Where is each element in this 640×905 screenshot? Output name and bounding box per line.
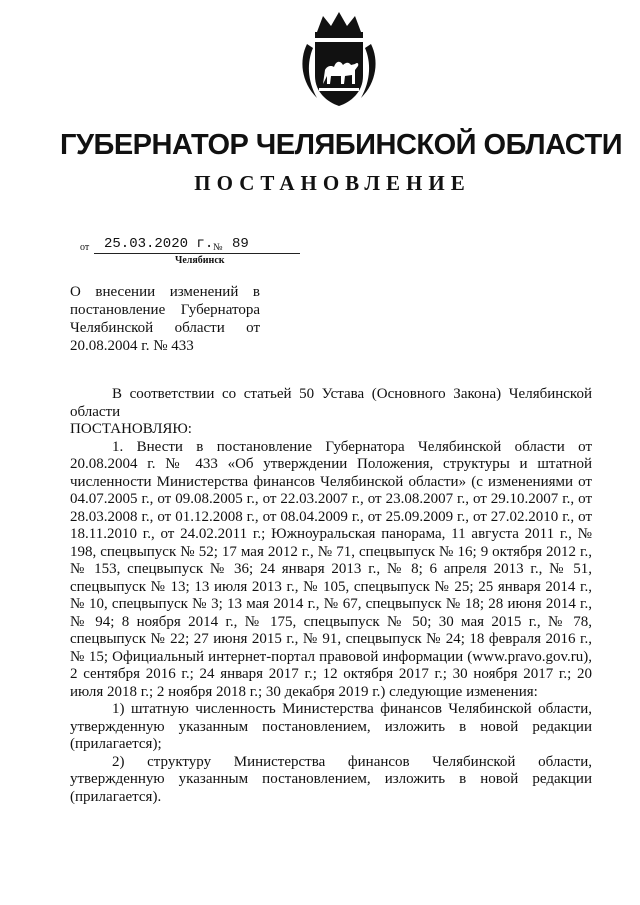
authority-title: ГУБЕРНАТОР ЧЕЛЯБИНСКОЙ ОБЛАСТИ — [60, 129, 623, 161]
date-underline — [94, 253, 300, 254]
resolve-heading: ПОСТАНОВЛЯЮ: — [70, 421, 192, 437]
city-name: Челябинск — [175, 255, 225, 266]
number-sign: № — [213, 242, 223, 253]
chelyabinsk-coat-of-arms-icon — [293, 10, 385, 110]
decree-body — [70, 386, 592, 806]
preamble: В соответствии со статьей 50 Устава (Основного Закона) Челябинской области — [70, 386, 592, 420]
document-type: ПОСТАНОВЛЕНИЕ — [194, 171, 471, 195]
date-prefix: от — [80, 242, 90, 253]
decree-date: 25.03.2020 г. — [104, 236, 214, 252]
item-1: 1. Внести в постановление Губернатора Челябинской области от 20.08.2004 г. № 433 «Об утверждении Положения, структуры и штатной численности Министерства финансов Челябинской области» (с изменениями от 04.07.2005 г., от 09.08.2005 г., от 22.03.2007 г., от 23.08.2007 г., от 29.10.2007 г., от 28.03.2008 г., от 01.12.2008 г., от 08.04.2009 г., от 25.09.2009 г., от 27.02.2010 г., от 18.11.2010 г., от 24.02.2011 г.; Южноуральская панорама, 11 августа 2011 г., № 198, спецвыпуск № 52; 17 мая 2012 г., № 71, спецвыпуск № 16; 9 октября 2012 г., № 153, спецвыпуск № 36; 24 января 2013 г., № 8; 6 апреля 2013 г., № 51, спецвыпуск № 13; 13 июля 2013 г., № 105, спецвыпуск № 25; 25 января 2014 г., № 10, спецвыпуск № 3; 13 мая 2014 г., № 67, спецвыпуск № 18; 28 июня 2014 г., № 94; 8 ноября 2014 г., № 175, спецвыпуск № 50; 30 мая 2015 г., № 78, спецвыпуск № 22; 27 июня 2015 г., № 91, спецвыпуск № 24; 18 февраля 2016 г., № 15; Официальный интернет-портал правовой информации (www.pravo.gov.ru), 2 сентября 2016 г.; 24 января 2017 г.; 12 октября 2017 г.; 30 ноября 2017 г.; 20 июля 2018 г.; 2 ноября 2018 г.; 30 декабря 2019 г.) следующие изменения: — [70, 438, 592, 700]
subitem-2: 2) структуру Министерства финансов Челябинской области, утвержденную указанным постановлением, изложить в новой редакции (прилагается). — [70, 753, 592, 805]
subitem-1: 1) штатную численность Министерства финансов Челябинской области, утвержденную указанным постановлением, изложить в новой редакции (прилагается); — [70, 701, 592, 752]
decree-number: 89 — [232, 236, 249, 252]
decree-subject: О внесении изменений в постановление Губернатора Челябинской области от 20.08.2004 г. № 433 — [70, 284, 260, 354]
